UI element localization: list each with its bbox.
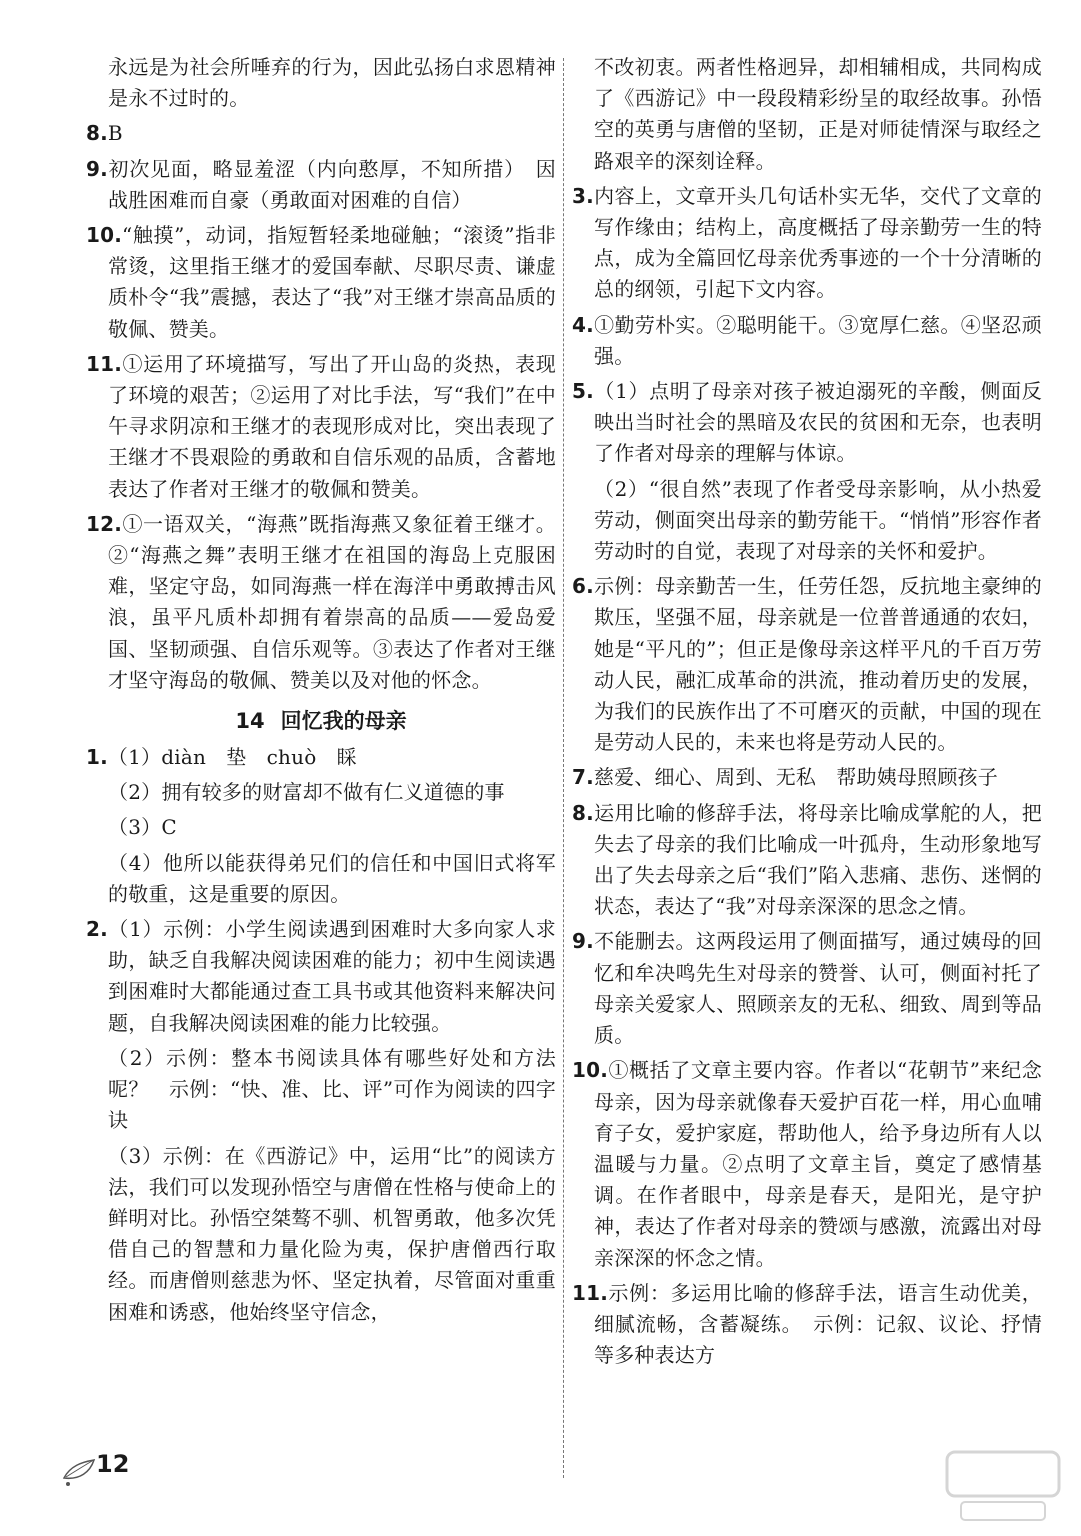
right-column (572, 52, 1042, 1375)
answer-text: （1）点明了母亲对孩子被迫溺死的辛酸，侧面反映出当时社会的黑暗及农民的贫困和无奈，也表明了作者对母亲的理解与体谅。 (593, 379, 1042, 466)
answer-text: 运用比喻的修辞手法，将母亲比喻成掌舵的人，把失去了母亲的我们比喻成一叶孤舟，生动形象地写出了失去母亲之后“我们”陷入悲痛、悲伤、迷惘的状态，表达了“我”对母亲深深的思念之情。 (593, 800, 1042, 919)
left-answer-list (86, 118, 556, 696)
answer-item (86, 118, 556, 149)
answer-item (86, 914, 556, 1039)
answer-stamp-icon (943, 1446, 1063, 1526)
answer-item (572, 181, 1042, 306)
answer-number: 8. (86, 121, 108, 146)
answer-number: 6. (572, 574, 594, 599)
page-number-badge (60, 1448, 140, 1488)
answer-text: 示例：多运用比喻的修辞手法，语言生动优美，细腻流畅，含蓄凝练。 示例：记叙、议论、抒情等多种表达方 (594, 1280, 1042, 1368)
answer-number: 9. (86, 156, 108, 181)
answer-number: 2. (86, 917, 108, 942)
answer-subpart: （2）“很自然”表现了作者受母亲影响，从小热爱劳动，侧面突出母亲的勤劳能干。“悄悄”形容作者劳动时的自觉，表现了对母亲的关怀和爱护。 (594, 476, 1042, 564)
answer-subpart: （3）示例：在《西游记》中，运用“比”的阅读方法，我们可以发现孙悟空与唐僧在性格与使命上的鲜明对比。孙悟空桀骜不驯、机智勇敢，他多次凭借自己的智慧和力量化险为夷，保护唐僧西行取经。而唐僧则慈悲为怀、坚定执着，尽管面对重重困难和诱惑，他始终坚守信念， (108, 1143, 556, 1324)
answer-subpart: （3）C (108, 815, 177, 840)
answer-item (572, 798, 1042, 923)
answer-text: ①一语双关，“海燕”既指海燕又象征着王继才。②“海燕之舞”表明王继才在祖国的海岛上克服困难，坚定守岛，如同海燕一样在海洋中勇敢搏击风浪，虽平凡质朴却拥有着崇高的品质——爱岛爱国、坚韧顽强、自信乐观等。③表达了作者对王继才坚守海岛的敬佩、赞美以及对他的怀念。 (108, 511, 556, 692)
answer-text: （1）示例：小学生阅读遇到困难时大多向家人求助，缺乏自我解决阅读困难的能力；初中生阅读遇到困难时大都能通过查工具书或其他资料来解决问题，自我解决阅读困难的能力比较强。 (107, 917, 556, 1035)
answer-number: 8. (572, 800, 594, 825)
answer-item (86, 154, 556, 216)
answer-item (572, 1278, 1042, 1372)
answer-item (86, 509, 556, 696)
answer-item (572, 571, 1042, 758)
continued-answer: 不改初衷。两者性格迥异，却相辅相成，共同构成了《西游记》中一段段精彩纷呈的取经故事。孙悟空的英勇与唐僧的坚韧，正是对师徒情深与取经之路艰辛的深刻诠释。 (594, 55, 1042, 173)
answer-item (86, 220, 556, 345)
answer-text: 示例：母亲勤苦一生，任劳任怨，反抗地主豪绅的欺压，坚强不屈，母亲就是一位普普通通的农妇，她是“平凡的”；但正是像母亲这样平凡的千百万劳动人民，融汇成革命的洪流，推动着历史的发展，为我们的民族作出了不可磨灭的贡献，中国的现在是劳动人民的，未来也将是劳动人民的。 (593, 574, 1042, 755)
continued-answer: 永远是为社会所唾弃的行为，因此弘扬白求恩精神是永不过时的。 (108, 55, 556, 111)
answer-number: 10. (86, 223, 123, 248)
answer-number: 10. (572, 1058, 609, 1083)
answer-text: ①运用了环境描写，写出了开山岛的炎热，表现了环境的艰苦；②运用了对比手法，写“我们”在中午寻求阴凉和王继才的表现形成对比，突出表现了王继才不畏艰险的勇敢和自信乐观的品质，含蓄地表达了作者对王继才的敬佩和赞美。 (108, 351, 556, 501)
answer-text: ①勤劳朴实。②聪明能干。③宽厚仁慈。④坚忍顽强。 (593, 312, 1042, 368)
answer-item (86, 742, 556, 773)
answer-text: ①概括了文章主要内容。作者以“花朝节”来纪念母亲，因为母亲就像春天爱护百花一样，用心血哺育子女，爱护家庭，帮助他人，给予身边所有人以温暖与力量。②点明了文章主旨，奠定了感情基调。在作者眼中，母亲是春天，是阳光，是守护神，表达了作者对母亲的赞颂与感激，流露出对母亲深深的怀念之情。 (594, 1058, 1042, 1270)
answer-text: （1）diàn 垫 chuò 睬 (107, 745, 357, 770)
section-heading (86, 704, 556, 738)
answer-number: 11. (572, 1280, 609, 1305)
answer-item (572, 310, 1042, 372)
left-column (86, 52, 556, 1332)
answer-item (572, 762, 1042, 793)
answer-number: 1. (86, 745, 108, 770)
page-number: 12 (96, 1450, 130, 1478)
answer-text: 不能删去。这两段运用了侧面描写，通过姨母的回忆和牟决鸣先生对母亲的赞誉、认可，侧面衬托了母亲关爱家人、照顾亲友的无私、细致、周到等品质。 (593, 929, 1042, 1048)
answer-subpart: （4）他所以能获得弟兄们的信任和中国旧式将军的敬重，这是重要的原因。 (108, 850, 556, 906)
answer-number: 4. (572, 312, 594, 337)
answer-item (572, 926, 1042, 1051)
answer-number: 3. (572, 183, 594, 208)
column-divider (563, 58, 564, 1478)
answer-text: B (107, 121, 123, 146)
answer-number: 7. (572, 765, 594, 790)
answer-item (572, 376, 1042, 470)
answer-item (86, 349, 556, 505)
answer-text: 内容上，文章开头几句话朴实无华，交代了文章的写作缘由；结构上，高度概括了母亲勤劳一生的特点，成为全篇回忆母亲优秀事迹的一个十分清晰的总的纲领，引起下文内容。 (593, 183, 1042, 302)
leaf-ornament-icon (60, 1448, 100, 1488)
answer-subpart: （2）拥有较多的财富却不做有仁义道德的事 (108, 780, 505, 805)
answer-text: 初次见面，略显羞涩（内向憨厚，不知所措） 因战胜困难而自豪（勇敢面对困难的自信） (107, 156, 556, 212)
answer-subpart: （2）示例：整本书阅读具体有哪些好处和方法呢？ 示例：“快、准、比、评”可作为阅读的四字诀 (108, 1045, 556, 1133)
answer-item (572, 1055, 1042, 1273)
section-number: 14 (235, 709, 265, 734)
answer-text: “触摸”，动词，指短暂轻柔地碰触；“滚烫”指非常烫，这里指王继才的爱国奉献、尽职尽责、谦虚质朴令“我”震撼，表达了“我”对王继才崇高品质的敬佩、赞美。 (108, 223, 556, 341)
answer-number: 12. (86, 511, 123, 536)
answer-text: 慈爱、细心、周到、无私 帮助姨母照顾孩子 (593, 765, 998, 790)
section-title: 回忆我的母亲 (280, 709, 407, 734)
answer-number: 11. (86, 351, 123, 376)
answer-number: 5. (572, 379, 594, 404)
answer-number: 9. (572, 929, 594, 954)
